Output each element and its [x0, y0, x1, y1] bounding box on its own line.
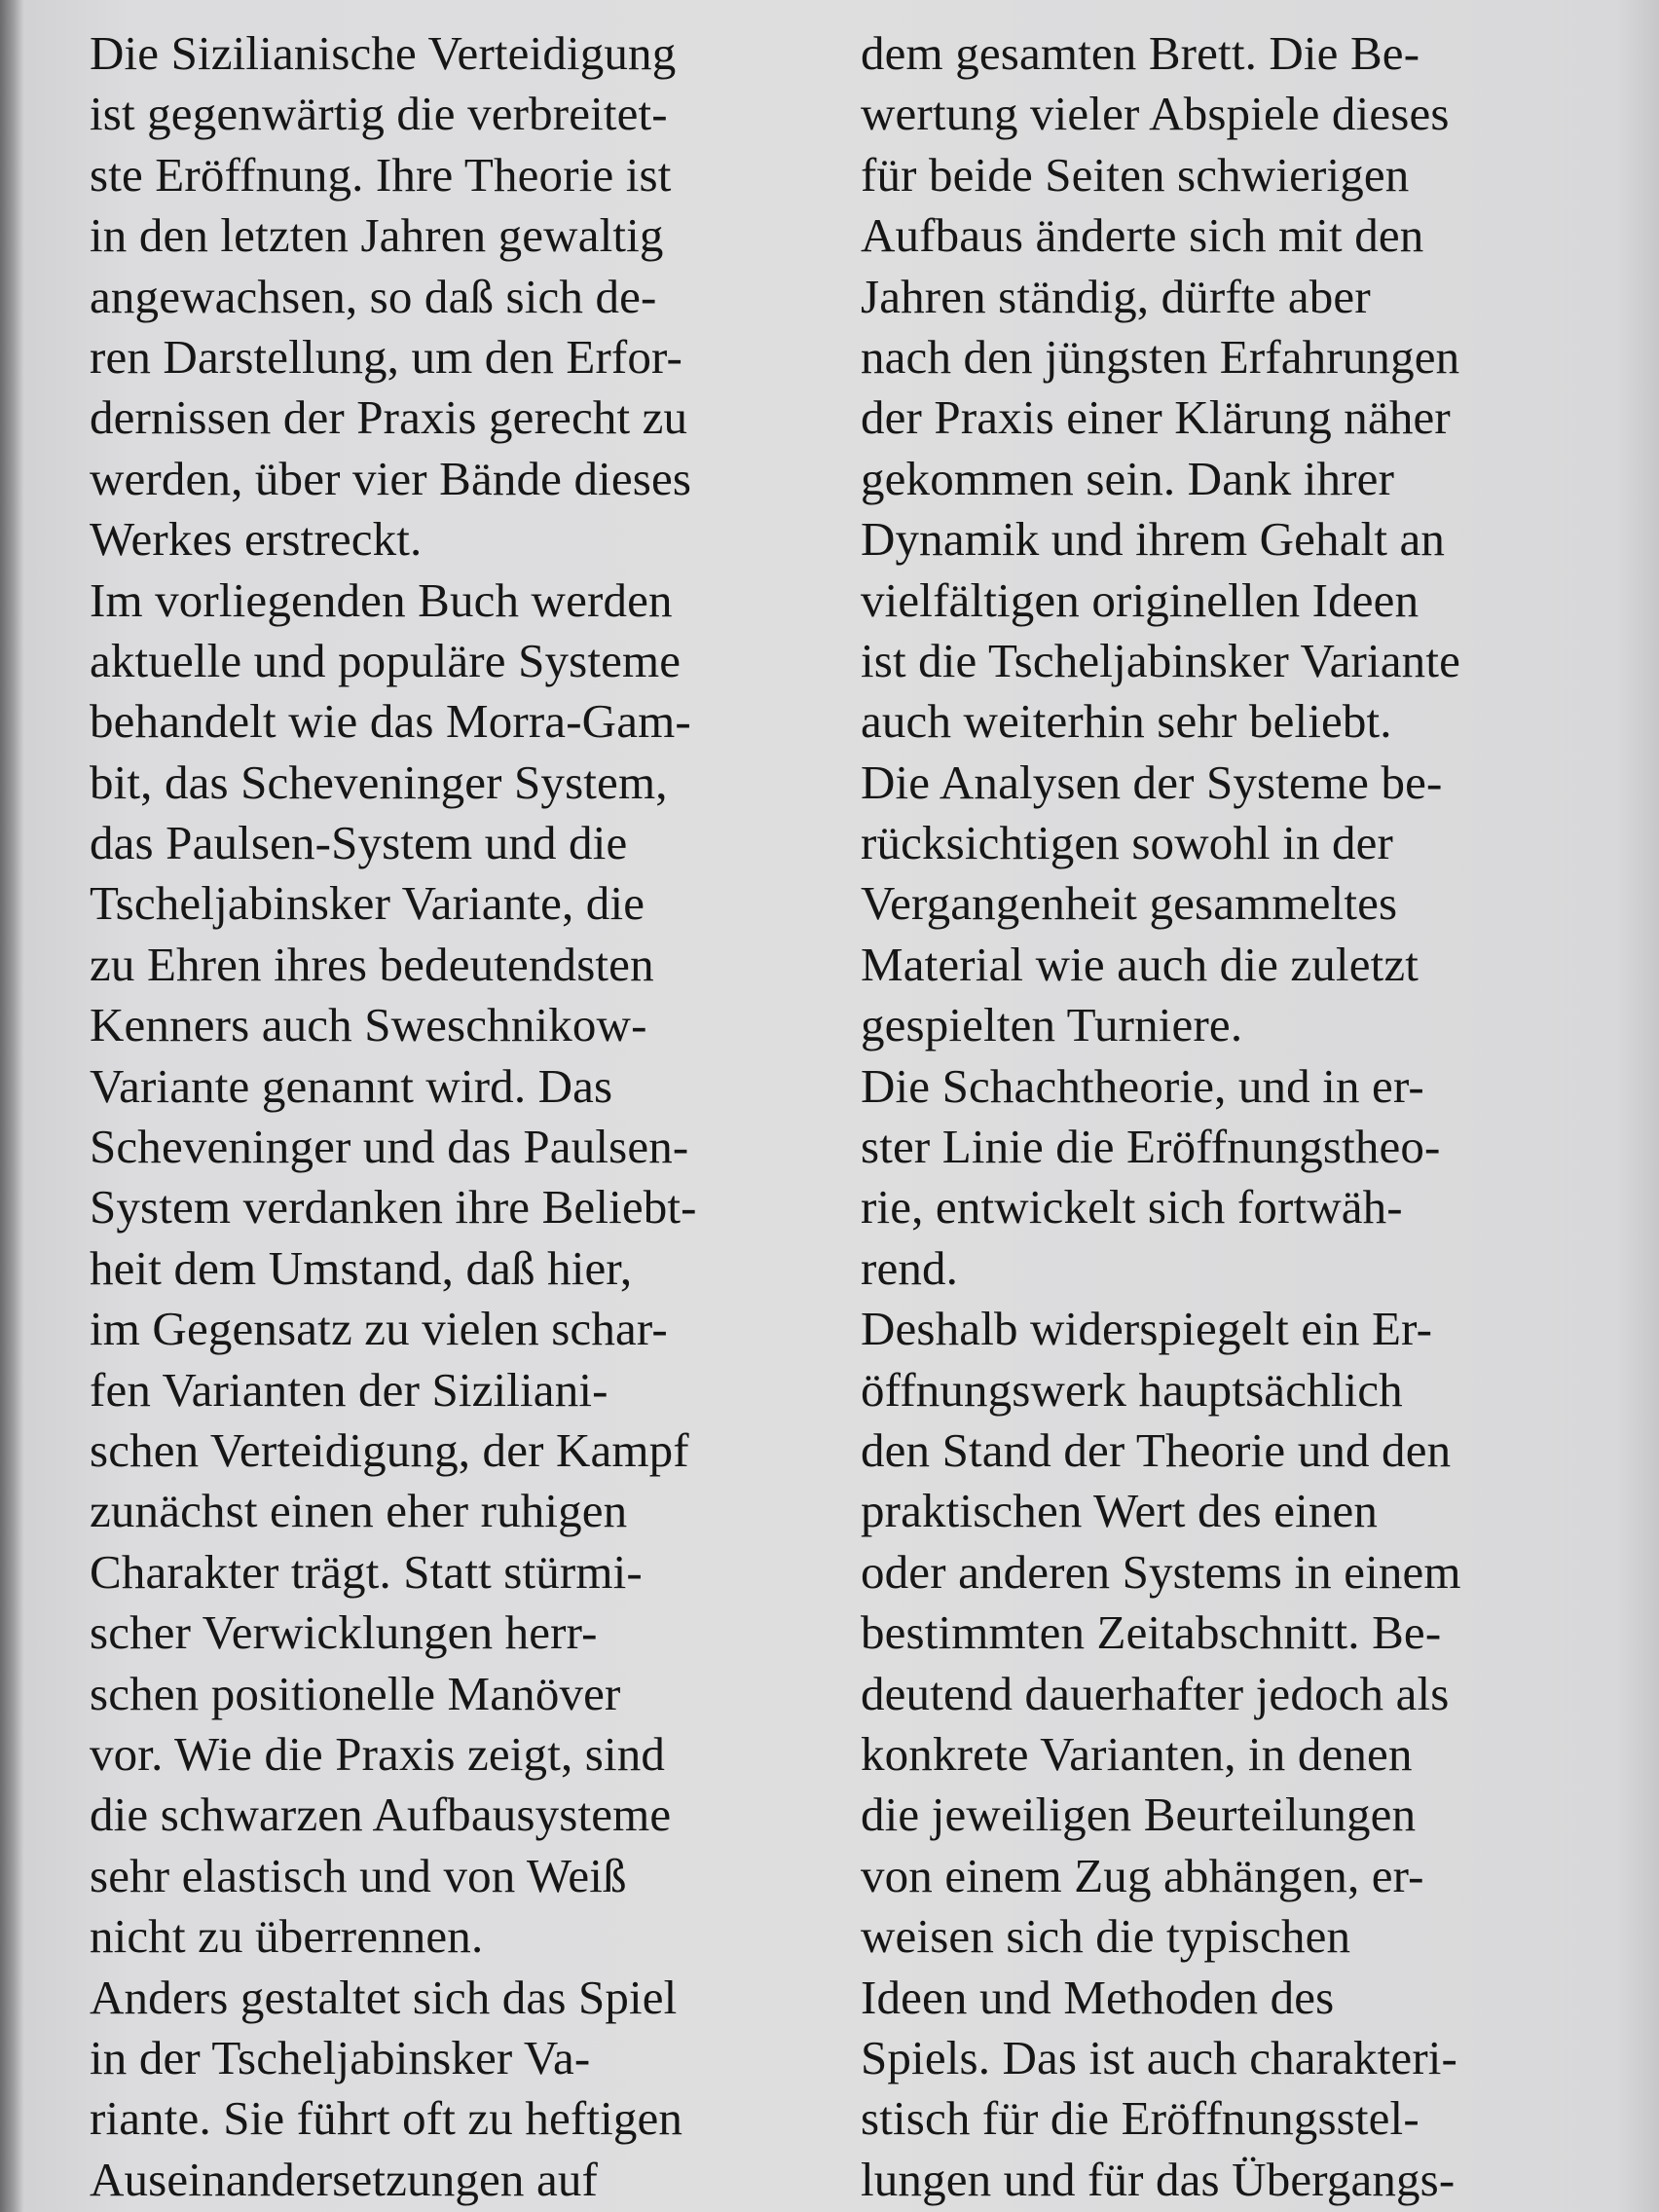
text-line: der Praxis einer Klärung näher: [861, 390, 1451, 445]
text-line: nach den jüngsten Erfahrungen: [861, 329, 1460, 384]
text-line: Variante genannt wird. Das: [90, 1058, 613, 1113]
text-line: Tscheljabinsker Variante, die: [90, 876, 645, 931]
text-line: schen Verteidigung, der Kampf: [90, 1422, 689, 1477]
text-line: fen Varianten der Siziliani-: [90, 1362, 608, 1417]
text-line: praktischen Wert des einen: [861, 1484, 1379, 1538]
text-line: Die Schachtheorie, und in er-: [861, 1058, 1424, 1113]
text-line: weisen sich die typischen: [861, 1909, 1351, 1964]
text-line: für beide Seiten schwierigen: [861, 147, 1410, 202]
text-line: zunächst einen eher ruhigen: [90, 1484, 628, 1538]
text-line: wertung vieler Abspiele dieses: [861, 87, 1450, 141]
text-line: vor. Wie die Praxis zeigt, sind: [90, 1726, 666, 1781]
text-line: gespielten Turniere.: [861, 998, 1243, 1052]
text-line: Vergangenheit gesammeltes: [861, 876, 1398, 931]
text-line: rend.: [861, 1240, 959, 1295]
text-line: aktuelle und populäre Systeme: [90, 633, 682, 687]
text-line: das Paulsen-System und die: [90, 816, 628, 870]
text-line: öffnungswerk hauptsächlich: [861, 1362, 1403, 1417]
text-line: Die Analysen der Systeme be-: [861, 755, 1443, 809]
text-line: Werkes erstreckt.: [90, 512, 423, 567]
text-line: oder anderen Systems in einem: [861, 1544, 1461, 1599]
text-line: behandelt wie das Morra-Gam-: [90, 694, 691, 749]
text-line: ren Darstellung, um den Erfor-: [90, 329, 683, 384]
text-line: bit, das Scheveninger System,: [90, 755, 668, 809]
text-line: Kenners auch Sweschnikow-: [90, 998, 647, 1052]
text-line: konkrete Varianten, in denen: [861, 1726, 1413, 1781]
text-line: stisch für die Eröffnungsstel-: [861, 2091, 1419, 2146]
text-line: dem gesamten Brett. Die Be-: [861, 26, 1420, 80]
text-line: nicht zu überrennen.: [90, 1909, 484, 1964]
text-line: bestimmten Zeitabschnitt. Be-: [861, 1605, 1442, 1660]
text-line: ist die Tscheljabinsker Variante: [861, 633, 1460, 687]
text-line: in der Tscheljabinsker Va-: [90, 2030, 591, 2084]
text-line: Scheveninger und das Paulsen-: [90, 1120, 689, 1174]
text-line: die jeweiligen Beurteilungen: [861, 1788, 1417, 1842]
text-line: sehr elastisch und von Weiß: [90, 1848, 627, 1902]
text-line: schen positionelle Manöver: [90, 1666, 621, 1720]
text-line: Jahren ständig, dürfte aber: [861, 269, 1371, 323]
text-line: werden, über vier Bände dieses: [90, 451, 692, 505]
right-text-column: [861, 23, 1601, 2210]
text-line: deutend dauerhafter jedoch als: [861, 1666, 1450, 1720]
text-line: Material wie auch die zuletzt: [861, 937, 1419, 991]
text-line: rie, entwickelt sich fortwäh-: [861, 1180, 1403, 1235]
text-line: System verdanken ihre Beliebt-: [90, 1180, 697, 1235]
text-line: riante. Sie führt oft zu heftigen: [90, 2091, 683, 2146]
text-line: dernissen der Praxis gerecht zu: [90, 390, 688, 445]
text-line: auch weiterhin sehr beliebt.: [861, 694, 1392, 749]
text-line: Anders gestaltet sich das Spiel: [90, 1970, 678, 2024]
text-line: ist gegenwärtig die verbreitet-: [90, 87, 668, 141]
page-edge-shadow: [1616, 0, 1659, 2212]
text-line: Auseinandersetzungen auf: [90, 2152, 598, 2206]
text-line: zu Ehren ihres bedeutendsten: [90, 937, 654, 991]
text-line: Die Sizilianische Verteidigung: [90, 26, 677, 80]
text-line: Ideen und Methoden des: [861, 1970, 1335, 2024]
text-line: heit dem Umstand, daß hier,: [90, 1240, 633, 1295]
text-line: vielfältigen originellen Ideen: [861, 572, 1419, 627]
text-line: angewachsen, so daß sich de-: [90, 269, 657, 323]
text-line: gekommen sein. Dank ihrer: [861, 451, 1395, 505]
text-line: ste Eröffnung. Ihre Theorie ist: [90, 147, 672, 202]
text-line: Charakter trägt. Statt stürmi-: [90, 1544, 643, 1599]
text-line: scher Verwicklungen herr-: [90, 1605, 598, 1660]
text-line: ster Linie die Eröffnungstheo-: [861, 1120, 1441, 1174]
text-line: den Stand der Theorie und den: [861, 1422, 1452, 1477]
text-line: lungen und für das Übergangs-: [861, 2152, 1456, 2206]
text-line: Aufbaus änderte sich mit den: [861, 208, 1424, 263]
text-line: Spiels. Das ist auch charakteri-: [861, 2030, 1458, 2084]
page-binding-shadow: [0, 0, 23, 2212]
text-line: Dynamik und ihrem Gehalt an: [861, 512, 1446, 567]
text-line: Im vorliegenden Buch werden: [90, 572, 673, 627]
text-line: die schwarzen Aufbausysteme: [90, 1788, 672, 1842]
text-line: im Gegensatz zu vielen schar-: [90, 1302, 668, 1356]
left-text-column: [90, 23, 830, 2210]
text-line: Deshalb widerspiegelt ein Er-: [861, 1302, 1433, 1356]
text-line: rücksichtigen sowohl in der: [861, 816, 1394, 870]
text-line: in den letzten Jahren gewaltig: [90, 208, 664, 263]
text-line: von einem Zug abhängen, er-: [861, 1848, 1424, 1902]
